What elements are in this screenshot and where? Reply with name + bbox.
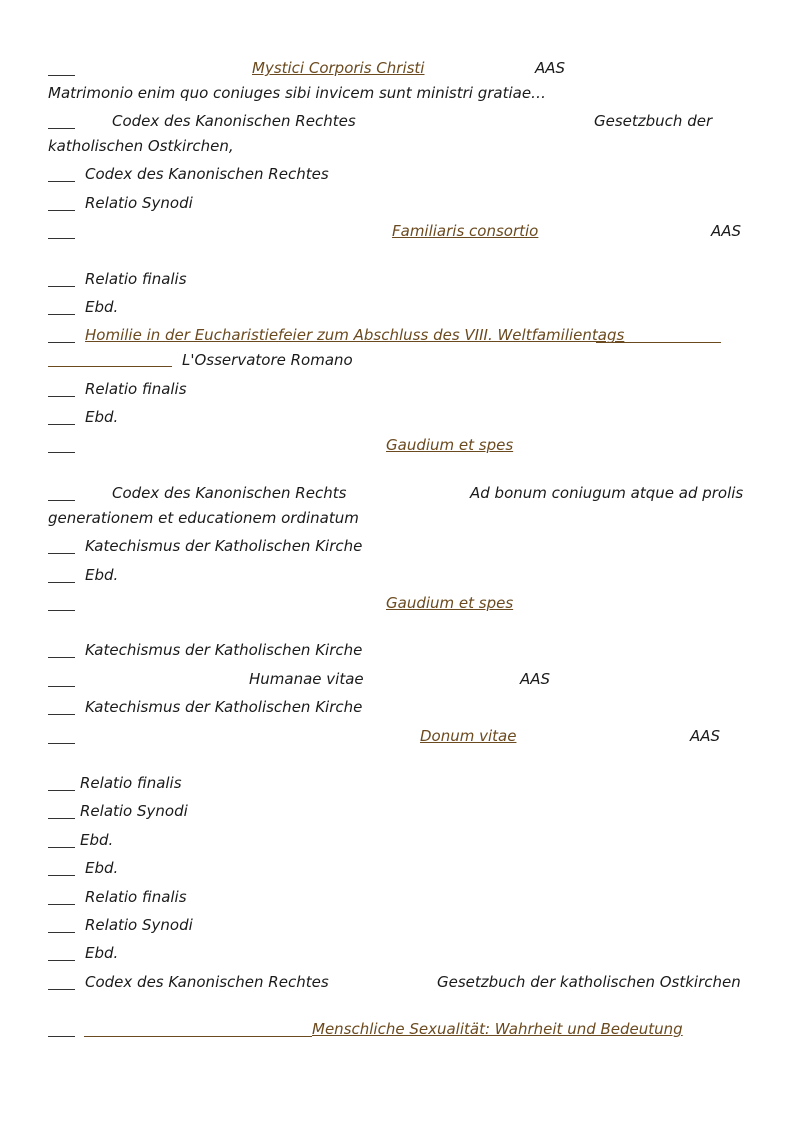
reference-text: Codex des Kanonischen Rechtes — [85, 973, 329, 991]
footnote-number-blank — [48, 165, 75, 183]
reference-text: Gesetzbuch der katholischen Ostkirchen — [437, 973, 741, 991]
footnote-number-blank — [48, 484, 75, 502]
reference-text: Katechismus der Katholischen Kirche — [85, 641, 363, 659]
reference-link[interactable]: Menschliche Sexualität: Wahrheit und Bedeutung — [312, 1020, 683, 1038]
reference-text: Relatio finalis — [85, 270, 187, 288]
reference-text: Katechismus der Katholischen Kirche — [85, 537, 363, 555]
footnote-number-blank — [48, 594, 75, 612]
footnote-number-blank — [48, 698, 75, 716]
underline-rule — [596, 342, 721, 343]
reference-text: Ebd. — [85, 859, 119, 877]
footnote-number-blank — [48, 112, 75, 130]
reference-text: Katechismus der Katholischen Kirche — [85, 698, 363, 716]
footnote-number-blank — [48, 774, 75, 792]
underline-rule — [84, 1036, 312, 1037]
reference-text: Relatio Synodi — [85, 194, 193, 212]
reference-text: Ebd. — [85, 298, 119, 316]
reference-text: Humanae vitae — [249, 670, 364, 688]
footnote-number-blank — [48, 670, 75, 688]
reference-link[interactable]: Mystici Corporis Christi — [252, 59, 425, 77]
footnote-number-blank — [48, 298, 75, 316]
footnote-number-blank — [48, 944, 75, 962]
reference-link[interactable]: Gaudium et spes — [386, 436, 514, 454]
reference-text: katholischen Ostkirchen, — [48, 137, 234, 155]
reference-link[interactable]: Familiaris consortio — [392, 222, 539, 240]
reference-text: Ebd. — [85, 408, 119, 426]
footnote-number-blank — [48, 916, 75, 934]
reference-text: Relatio finalis — [85, 380, 187, 398]
footnote-number-blank — [48, 270, 75, 288]
reference-text: Codex des Kanonischen Rechtes — [112, 112, 356, 130]
footnote-number-blank — [48, 802, 75, 820]
reference-link[interactable]: Homilie in der Eucharistiefeier zum Abschluss des VIII. Weltfamilientags — [85, 326, 625, 344]
footnote-number-blank — [48, 194, 75, 212]
footnote-number-blank — [48, 436, 75, 454]
reference-text: Ebd. — [80, 831, 114, 849]
underline-rule — [48, 366, 172, 367]
footnote-number-blank — [48, 537, 75, 555]
reference-link[interactable]: Donum vitae — [420, 727, 517, 745]
reference-text: Relatio Synodi — [85, 916, 193, 934]
footnote-number-blank — [48, 59, 75, 77]
footnote-number-blank — [48, 727, 75, 745]
reference-text: generationem et educationem ordinatum — [48, 509, 359, 527]
reference-text: Relatio Synodi — [80, 802, 188, 820]
reference-text: AAS — [690, 727, 721, 745]
reference-text: Gesetzbuch der — [594, 112, 713, 130]
reference-link[interactable]: Gaudium et spes — [386, 594, 514, 612]
reference-text: AAS — [520, 670, 551, 688]
reference-text: Ad bonum coniugum atque ad prolis — [470, 484, 744, 502]
reference-text: AAS — [535, 59, 566, 77]
reference-text: Relatio finalis — [85, 888, 187, 906]
reference-text: Codex des Kanonischen Rechtes — [85, 165, 329, 183]
footnote-number-blank — [48, 831, 75, 849]
footnote-number-blank — [48, 222, 75, 240]
footnote-number-blank — [48, 326, 75, 344]
reference-text: Relatio finalis — [80, 774, 182, 792]
footnote-number-blank — [48, 1020, 75, 1038]
footnote-number-blank — [48, 888, 75, 906]
footnote-number-blank — [48, 641, 75, 659]
reference-text: Ebd. — [85, 566, 119, 584]
footnote-number-blank — [48, 380, 75, 398]
footnote-number-blank — [48, 408, 75, 426]
reference-text: AAS — [711, 222, 742, 240]
reference-text: L'Osservatore Romano — [182, 351, 353, 369]
footnote-number-blank — [48, 859, 75, 877]
reference-text: Codex des Kanonischen Rechts — [112, 484, 347, 502]
footnote-number-blank — [48, 566, 75, 584]
footnote-number-blank — [48, 973, 75, 991]
reference-text: Matrimonio enim quo coniuges sibi invicem sunt ministri gratiae… — [48, 84, 547, 102]
reference-text: Ebd. — [85, 944, 119, 962]
